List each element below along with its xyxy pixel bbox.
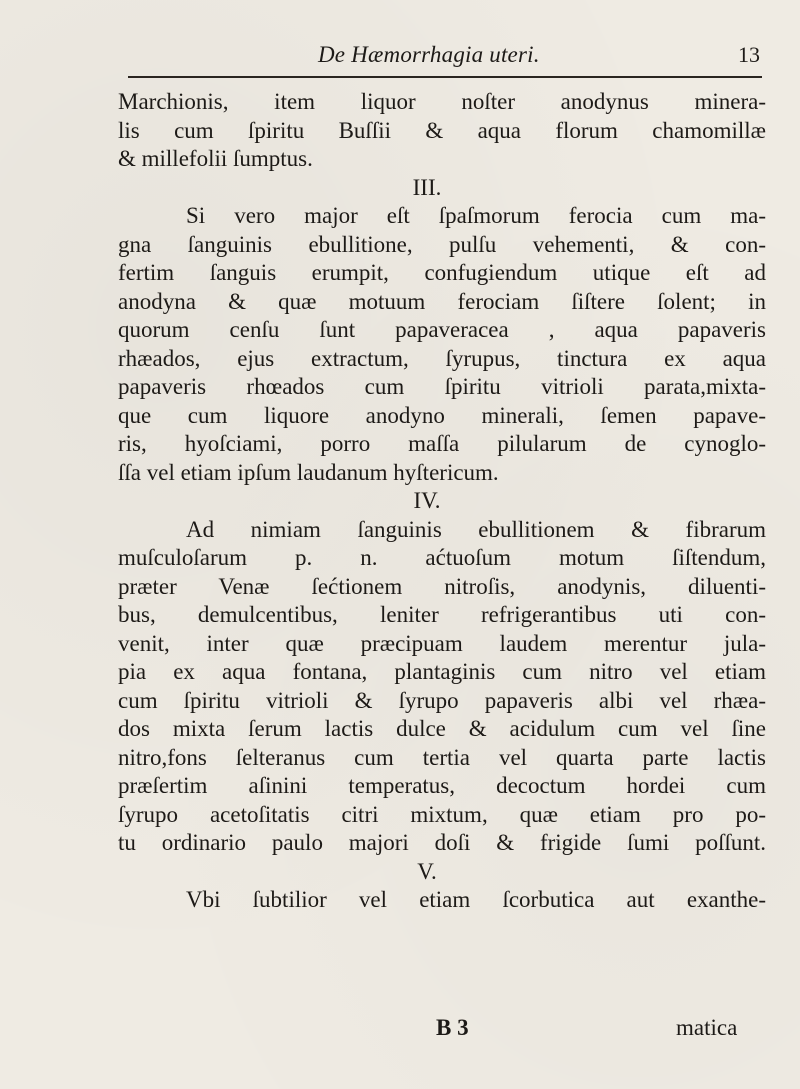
text-line: lis cum ſpiritu Buſſii & aqua florum chamomillæ [118, 117, 766, 143]
text-line: cum ſpiritu vitrioli & ſyrupo papaveris albi vel rhæa- [118, 687, 766, 713]
text-line: Vbi ſubtilior vel etiam ſcorbutica aut exanthe- [186, 887, 766, 912]
text-line: ſyrupo acetoſitatis citri mixtum, quæ etiam pro po- [118, 801, 766, 827]
header-rule [128, 76, 762, 78]
text-line: tu ordinario paulo majori doſi & frigide ſumi poſſunt. [118, 830, 766, 855]
text-line: dos mixta ſerum lactis dulce & acidulum cum vel ſine [118, 716, 766, 741]
signature-mark: B 3 [436, 1015, 469, 1040]
catchword: matica [676, 1015, 738, 1040]
text-line: que cum liquore anodyno minerali, ſemen papave- [118, 402, 766, 428]
text-line: anodyna & quæ motuum ferociam ſiſtere ſolent; in [118, 288, 766, 314]
text-line: ſſa vel etiam ipſum laudanum hyſtericum. [118, 459, 499, 485]
text-line: papaveris rhœados cum ſpiritu vitrioli parata,mixta- [118, 374, 766, 399]
text-line: pia ex aqua fontana, plantaginis cum nitro vel etiam [118, 659, 766, 684]
page-number: 13 [738, 42, 760, 67]
text-line: nitro,fons ſelteranus cum tertia vel quarta parte lactis [118, 744, 766, 770]
text-line: & millefolii ſumptus. [118, 146, 313, 171]
section-number-v: V. [417, 858, 437, 884]
text-line: Si vero major eſt ſpaſmorum ferocia cum ma- [186, 203, 766, 228]
text-line: rhæados, ejus extractum, ſyrupus, tinctura ex aqua [118, 345, 766, 371]
running-title: De Hæmorrhagia uteri. [318, 42, 540, 67]
text-line: ris, hyoſciami, porro maſſa pilularum de cynoglo- [118, 431, 766, 456]
text-line: quorum cenſu ſunt papaveracea , aqua papaveris [118, 317, 766, 342]
text-line: Ad nimiam ſanguinis ebullitionem & fibrarum [186, 516, 766, 542]
text-line: Marchionis, item liquor noſter anodynus minera- [118, 89, 766, 114]
text-line: venit, inter quæ præcipuam laudem merentur jula- [118, 630, 766, 656]
text-line: præſertim aſinini temperatus, decoctum hordei cum [118, 773, 766, 798]
text-line: gna ſanguinis ebullitione, pulſu vehementi, & con- [118, 231, 766, 257]
text-line: muſculoſarum p. n. aćtuoſum motum ſiſtendum, [118, 545, 766, 570]
section-number-iv: IV. [413, 488, 441, 513]
text-line: fertim ſanguis erumpit, confugiendum utique eſt ad [118, 260, 766, 285]
text-line: bus, demulcentibus, leniter refrigerantibus uti con- [118, 602, 766, 627]
body-text [118, 88, 766, 915]
page-footer [0, 1015, 800, 1045]
text-line: præter Venæ ſećtionem nitroſis, anodynis, diluenti- [118, 573, 766, 599]
section-number-iii: III. [412, 174, 442, 200]
